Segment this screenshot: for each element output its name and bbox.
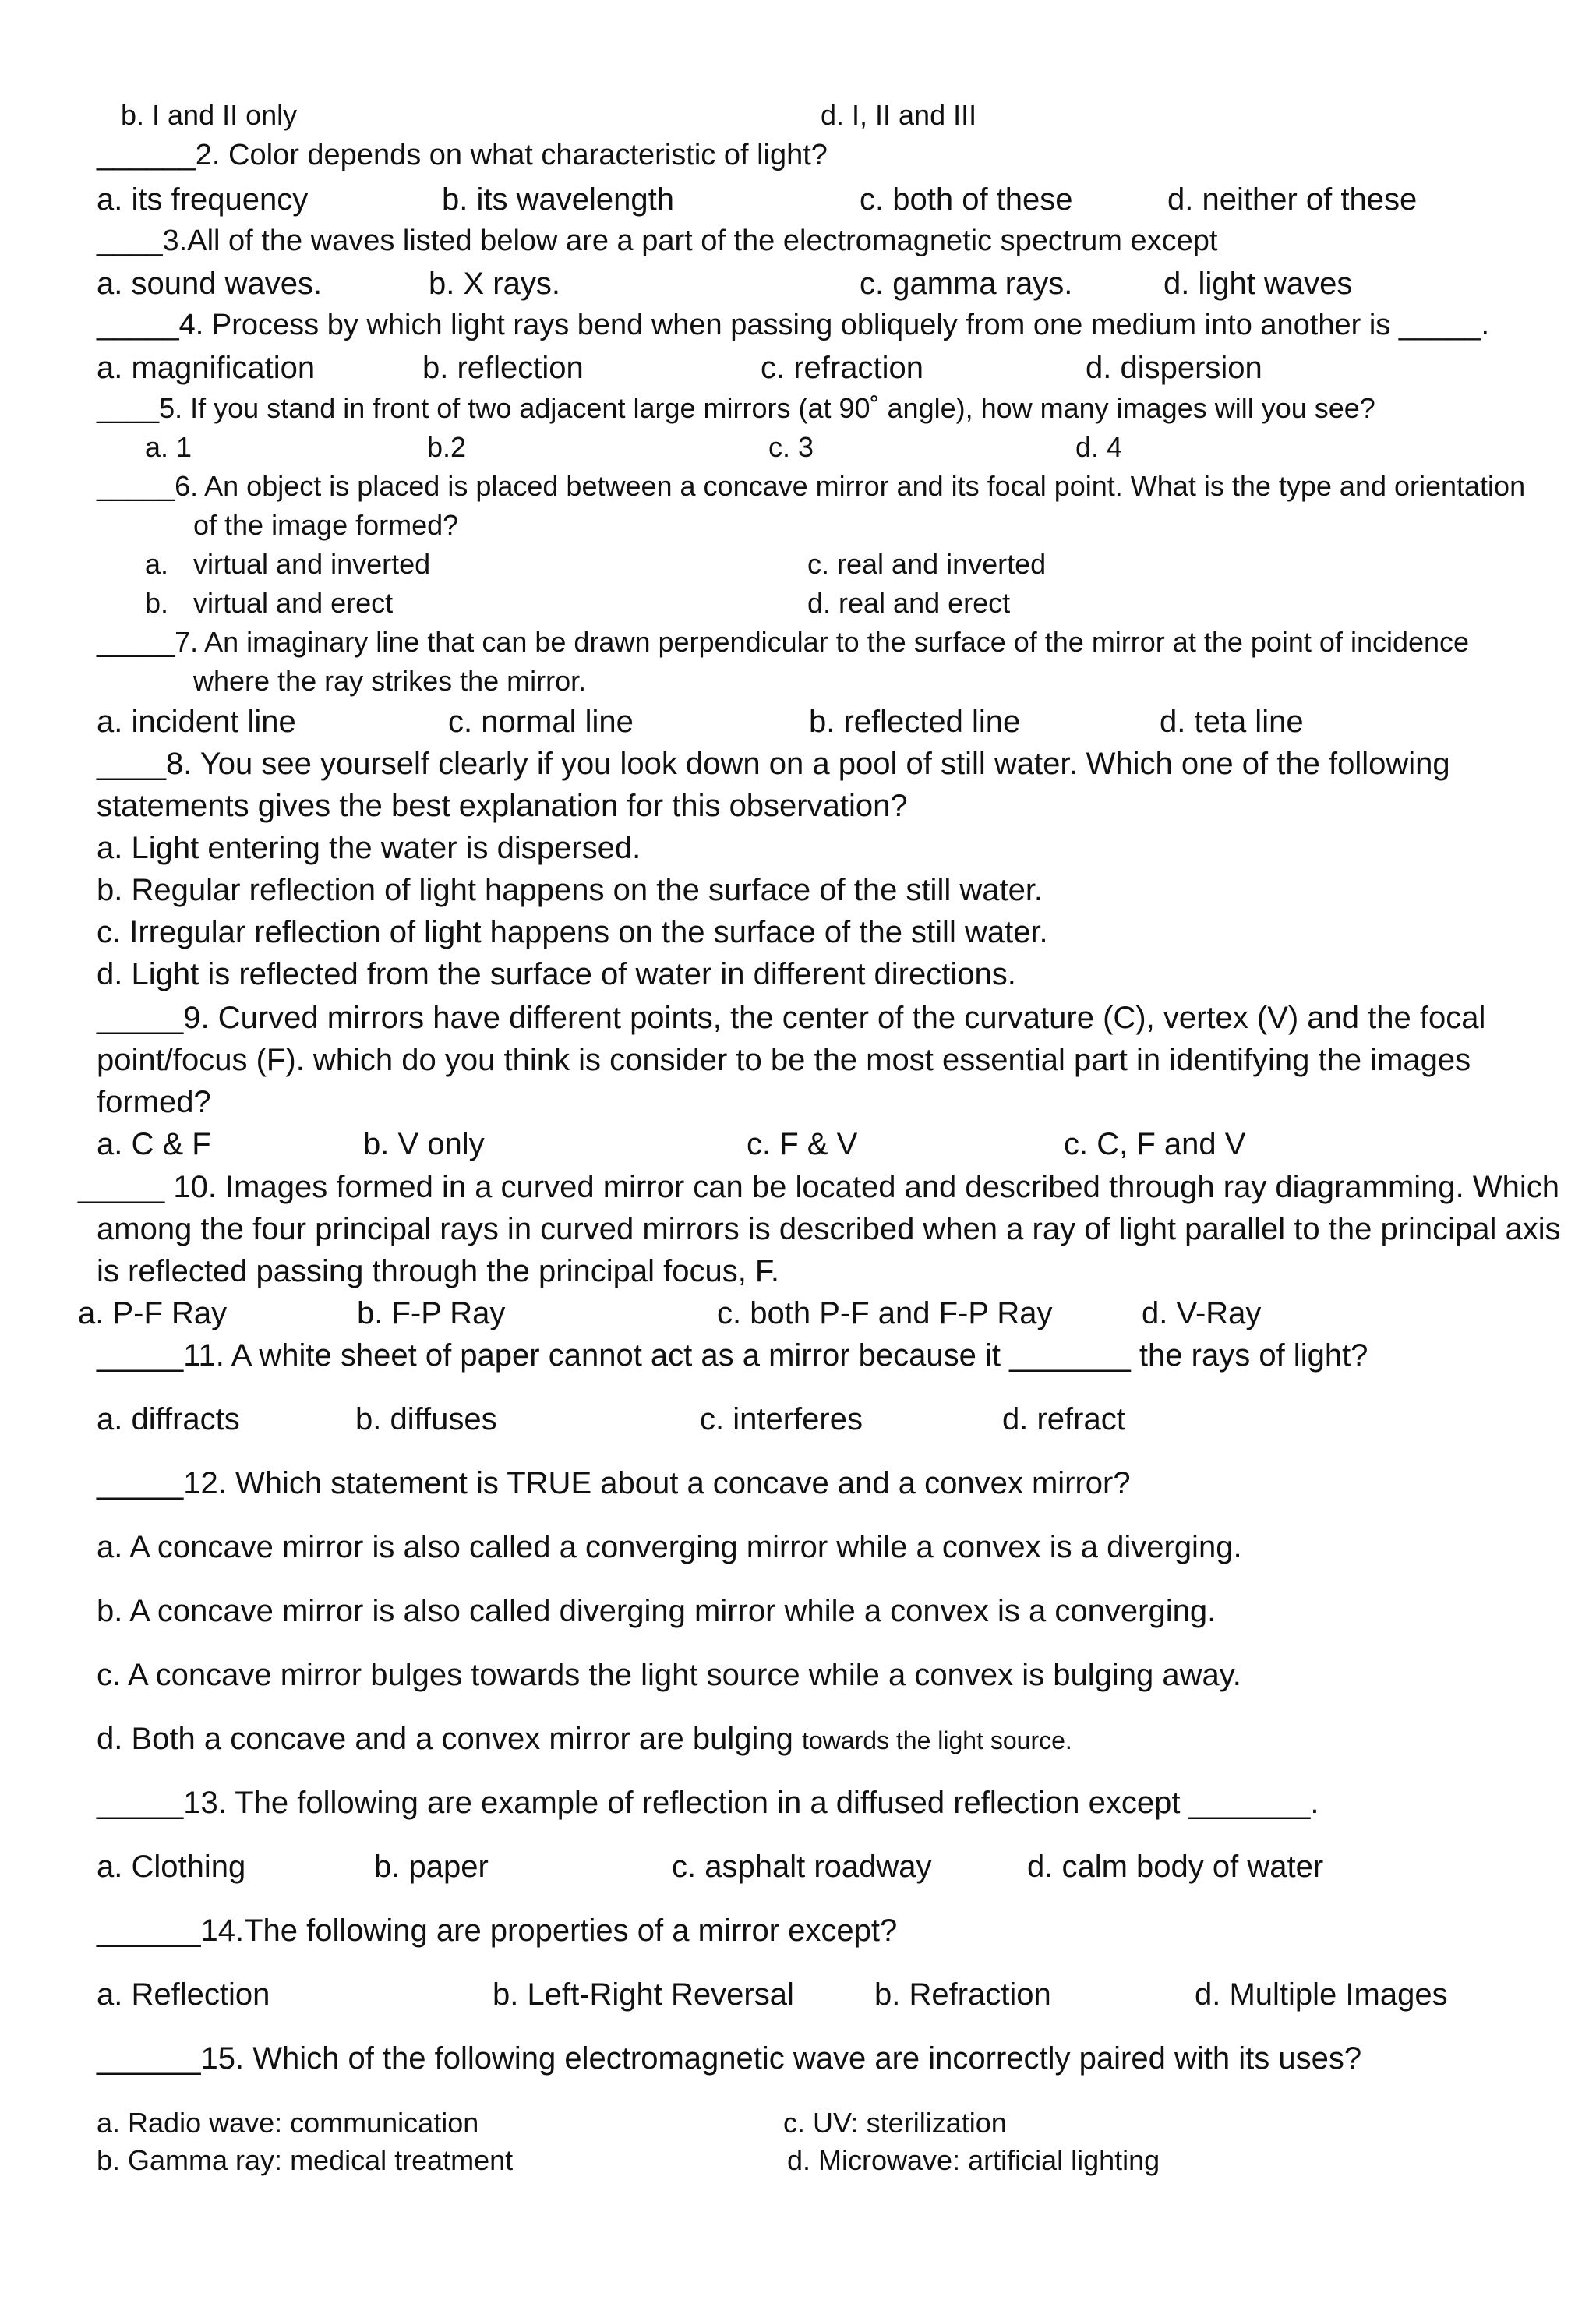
q13-stem: _____13. The following are example of reflection in a diffused reflection except _______. (97, 1786, 1319, 1820)
q12-choice-a: a. A concave mirror is also called a converging mirror while a convex is a diverging. (97, 1530, 1242, 1564)
q11-stem: _____11. A white sheet of paper cannot act as a mirror because it _______ the rays of light? (97, 1338, 1368, 1373)
q2-stem: ______2. Color depends on what characteristic of light? (97, 139, 828, 171)
q3-choice-a: a. sound waves. (97, 267, 323, 301)
q10-stem-line1: _____ 10. Images formed in a curved mirror can be located and described through ray diagramming. Which (78, 1170, 1559, 1204)
q7-choice-b: b. reflected line (809, 705, 1021, 739)
q2-choice-a: a. its frequency (97, 182, 309, 217)
q12-choice-d-tail: towards the light source. (801, 1726, 1072, 1754)
q8-choice-a: a. Light entering the water is dispersed. (97, 831, 641, 865)
q8-choice-b: b. Regular reflection of light happens on the surface of the still water. (97, 873, 1043, 907)
q4-choice-c: c. refraction (761, 351, 923, 385)
q2-choice-c: c. both of these (860, 182, 1073, 217)
q6-stem-line2: of the image formed? (193, 509, 459, 541)
q10-choice-a: a. P-F Ray (78, 1296, 228, 1330)
q10-stem-line3: is reflected passing through the principal focus, F. (97, 1254, 780, 1288)
q7-choice-c: c. normal line (448, 705, 634, 739)
q10-stem-line2: among the four principal rays in curved mirrors is described when a ray of light parallel to the principal axis (97, 1212, 1561, 1246)
q14-choice-b: b. Left-Right Reversal (493, 1977, 794, 2012)
q3-choice-c: c. gamma rays. (860, 267, 1073, 301)
q5-choice-c: c. 3 (768, 431, 814, 463)
q9-choice-a: a. C & F (97, 1127, 211, 1161)
q7-choice-d: d. teta line (1160, 705, 1304, 739)
q3-choice-b: b. X rays. (429, 267, 560, 301)
q7-stem-line1: _____7. An imaginary line that can be drawn perpendicular to the surface of the mirror at the point of incidence (97, 626, 1470, 658)
q8-choice-d: d. Light is reflected from the surface of water in different directions. (97, 957, 1016, 991)
q14-choice-a: a. Reflection (97, 1977, 270, 2012)
q14-choice-d: d. Multiple Images (1195, 1977, 1448, 2012)
q9-choice-d: c. C, F and V (1064, 1127, 1246, 1161)
q6-choice-c: c. real and inverted (807, 548, 1047, 580)
q11-choice-b: b. diffuses (355, 1402, 497, 1436)
q7-choice-a: a. incident line (97, 705, 296, 739)
q15-choice-a: a. Radio wave: communication (97, 2107, 479, 2139)
q12-stem: _____12. Which statement is TRUE about a concave and a convex mirror? (97, 1466, 1131, 1500)
q13-choice-b: b. paper (374, 1850, 489, 1884)
q10-choice-b: b. F-P Ray (357, 1296, 506, 1330)
q13-choice-c: c. asphalt roadway (672, 1850, 932, 1884)
q15-choice-d: d. Microwave: artificial lighting (787, 2144, 1160, 2176)
q8-stem-line1: ____8. You see yourself clearly if you look down on a pool of still water. Which one of the following (97, 747, 1450, 781)
q6-choice-a: virtual and inverted (193, 548, 431, 580)
q3-choice-d: d. light waves (1163, 267, 1353, 301)
q12-choice-d-main: d. Both a concave and a convex mirror are bulging (97, 1722, 802, 1756)
q4-choice-a: a. magnification (97, 351, 316, 385)
q10-choice-c: c. both P-F and F-P Ray (717, 1296, 1053, 1330)
q9-stem-line1: _____9. Curved mirrors have different points, the center of the curvature (C), vertex (V) and the focal (97, 1001, 1486, 1035)
q9-choice-b: b. V only (363, 1127, 485, 1161)
q5-choice-b: b.2 (427, 431, 467, 463)
q8-stem-line2: statements gives the best explanation for this observation? (97, 789, 908, 823)
q7-stem-line2: where the ray strikes the mirror. (193, 665, 587, 697)
q6-choice-d: d. real and erect (807, 587, 1011, 619)
q6-choice-b: virtual and erect (193, 587, 394, 619)
q4-choice-d: d. dispersion (1086, 351, 1262, 385)
q4-stem: _____4. Process by which light rays bend when passing obliquely from one medium into another is _____. (97, 309, 1490, 341)
q11-choice-d: d. refract (1002, 1402, 1125, 1436)
q6-choice-b-label: b. (145, 587, 169, 619)
q12-choice-c: c. A concave mirror bulges towards the light source while a convex is bulging away. (97, 1658, 1241, 1692)
q12-choice-d (97, 1723, 1072, 1754)
q11-choice-c: c. interferes (700, 1402, 863, 1436)
q10-choice-d: d. V-Ray (1142, 1296, 1262, 1330)
q11-choice-a: a. diffracts (97, 1402, 240, 1436)
q5-stem: ____5. If you stand in front of two adjacent large mirrors (at 90˚ angle), how many images will you see? (97, 392, 1375, 424)
q6-stem-line1: _____6. An object is placed is placed between a concave mirror and its focal point. What is the type and orientation (97, 470, 1526, 502)
q14-choice-c: b. Refraction (874, 1977, 1051, 2012)
q15-choice-b: b. Gamma ray: medical treatment (97, 2144, 514, 2176)
q13-choice-a: a. Clothing (97, 1850, 246, 1884)
q15-stem: ______15. Which of the following electromagnetic wave are incorrectly paired with its uses? (97, 2041, 1362, 2076)
q13-choice-d: d. calm body of water (1027, 1850, 1324, 1884)
q1-choice-b: b. I and II only (121, 99, 298, 131)
q5-choice-a: a. 1 (145, 431, 192, 463)
q9-choice-c: c. F & V (747, 1127, 858, 1161)
q12-choice-b: b. A concave mirror is also called diverging mirror while a convex is a converging. (97, 1594, 1216, 1628)
q15-choice-c: c. UV: sterilization (783, 2107, 1007, 2139)
q2-choice-d: d. neither of these (1167, 182, 1418, 217)
q9-stem-line3: formed? (97, 1085, 211, 1119)
q2-choice-b: b. its wavelength (442, 182, 674, 217)
q1-choice-d: d. I, II and III (821, 99, 977, 131)
q14-stem: ______14.The following are properties of a mirror except? (97, 1913, 898, 1948)
q8-choice-c: c. Irregular reflection of light happens on the surface of the still water. (97, 915, 1048, 949)
q4-choice-b: b. reflection (422, 351, 584, 385)
q5-choice-d: d. 4 (1075, 431, 1123, 463)
q6-choice-a-label: a. (145, 548, 169, 580)
q9-stem-line2: point/focus (F). which do you think is consider to be the most essential part in identifying the images (97, 1043, 1471, 1077)
q3-stem: ____3.All of the waves listed below are a part of the electromagnetic spectrum except (97, 224, 1218, 257)
